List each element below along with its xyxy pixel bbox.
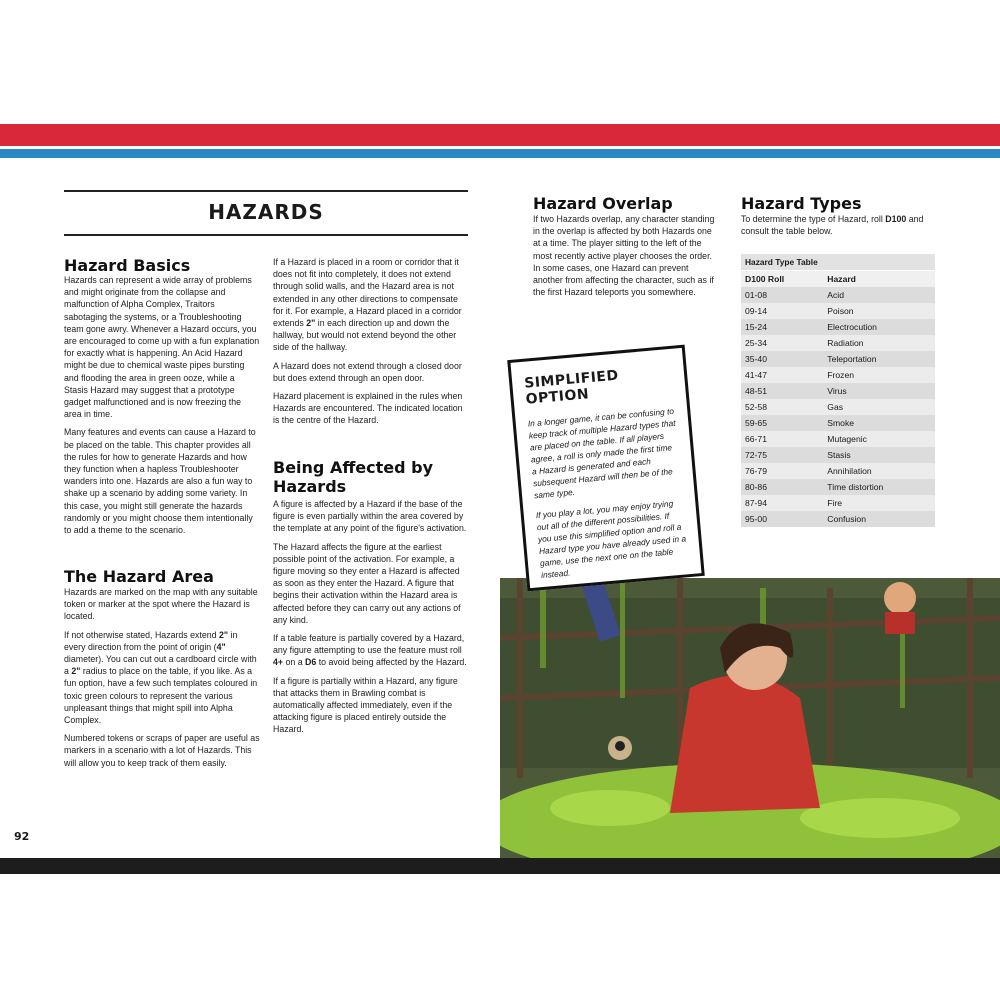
placement-body xyxy=(273,256,467,433)
paragraph: The Hazard affects the figure at the earliest possible point of the activation. For example, a figure moving so they enter a Hazard is affected as soon as they enter the Hazard. A figure that begins their activation within the Hazard area is affected before they can carry out any actions of any kind. xyxy=(273,541,461,625)
hazard-cell: Fire xyxy=(823,495,935,511)
roll-cell: 66-71 xyxy=(741,431,823,447)
table-caption: Hazard Type Table xyxy=(741,254,935,271)
table-row xyxy=(741,319,935,335)
hazard-cell: Time distortion xyxy=(823,479,935,495)
header-blue-stripe xyxy=(0,149,1000,158)
table-row xyxy=(741,335,935,351)
roll-cell: 01-08 xyxy=(741,287,823,303)
being-affected-body xyxy=(273,498,467,742)
hazard-basics-heading: Hazard Basics xyxy=(64,256,191,275)
table-row xyxy=(741,399,935,415)
roll-cell: 15-24 xyxy=(741,319,823,335)
sidebar-paragraph: In a longer game, it can be confusing to keep track of multiple Hazard types that are placed on the table. If all players agree, a roll is only made the first time a Hazard is generated and each subsequent Hazard will then be of the same type. xyxy=(527,405,676,501)
simplified-option-box xyxy=(507,345,705,592)
title-bottom-rule xyxy=(64,234,468,236)
sidebar-paragraph: If you play a lot, you may enjoy trying out all of the different possibilities. If you use this simplified option and roll a Hazard type you have already used in a game, use the next one on the table instead. xyxy=(535,498,687,581)
roll-cell: 41-47 xyxy=(741,367,823,383)
hazard-cell: Virus xyxy=(823,383,935,399)
table-row xyxy=(741,383,935,399)
roll-cell: 09-14 xyxy=(741,303,823,319)
title-top-rule xyxy=(64,190,468,192)
hazard-cell: Teleportation xyxy=(823,351,935,367)
hazard-cell: Poison xyxy=(823,303,935,319)
ooze-illustration xyxy=(500,578,1000,858)
hazard-cell: Gas xyxy=(823,399,935,415)
table-row xyxy=(741,511,935,527)
roll-cell: 76-79 xyxy=(741,463,823,479)
roll-cell: 59-65 xyxy=(741,415,823,431)
paragraph: Hazards are marked on the map with any suitable token or marker at the spot where the Hazard is located. xyxy=(64,587,258,622)
paragraph: Hazards can represent a wide array of problems and might originate from the collapse and malfunction of Alpha Complex, Traitors sabotaging the systems, or a Troubleshooting team gone awry. Whenever a Hazard occurs, you are encouraged to come up with a fun explanation for exactly what is happening. An Acid Hazard might be due to chemical waste pipes bursting and flooding the area in green ooze, while a Stasis Hazard may suggest that a prototype gadget malfunctioned and is now freezing the area in time. xyxy=(64,275,260,420)
paragraph: A figure is affected by a Hazard if the base of the figure is even partially within the area covered by the template at any point of the figure's activation. xyxy=(273,499,467,534)
illustration-art xyxy=(500,578,1000,858)
hazard-cell: Electrocution xyxy=(823,319,935,335)
column-header-hazard: Hazard xyxy=(823,271,935,287)
being-affected-heading: Being Affected by Hazards xyxy=(273,458,434,496)
column-header-roll: D100 Roll xyxy=(741,271,823,287)
table-header-row xyxy=(741,271,935,287)
table-row xyxy=(741,287,935,303)
footer-bar xyxy=(0,858,1000,874)
roll-cell: 48-51 xyxy=(741,383,823,399)
roll-cell: 52-58 xyxy=(741,399,823,415)
hazard-basics-body xyxy=(64,274,260,542)
paragraph: If a Hazard is placed in a room or corridor that it does not fit into completely, it does not extend through solid walls, and the Hazard area is not extended in any other directions to compensate for it. For example, a Hazard placed in a corridor extends 2" in each direction up and down the hallway, but would not extend beyond the other side of the hallway. xyxy=(273,257,462,353)
hazard-cell: Confusion xyxy=(823,511,935,527)
table-body xyxy=(741,287,935,527)
hazard-type-table xyxy=(741,254,935,527)
paragraph: If a table feature is partially covered by a Hazard, any figure attempting to use the feature must roll 4+ on a D6 to avoid being affected by the Hazard. xyxy=(273,633,467,668)
paragraph: Hazard placement is explained in the rules when Hazards are encountered. The indicated location is the centre of the Hazard. xyxy=(273,391,463,426)
table-row xyxy=(741,495,935,511)
page-number: 92 xyxy=(14,830,30,843)
chapter-title: HAZARDS xyxy=(208,200,324,224)
paragraph: If not otherwise stated, Hazards extend 2" in every direction from the point of origin (4" diameter). You can cut out a cardboard circle with a 2" radius to place on the table, if you like. As a fun option, have a few such templates coloured in toxic green colours to represent the various unpleasant things that might spill into Alpha Complex. xyxy=(64,629,258,726)
paragraph: If two Hazards overlap, any character standing in the overlap is affected by both Hazards one at a time. The player sitting to the left of the most recently active player chooses the order. In some cases, one Hazard can prevent another from affecting the character, such as if the first Hazard teleports you somewhere. xyxy=(533,214,715,298)
hazard-cell: Frozen xyxy=(823,367,935,383)
table-row xyxy=(741,479,935,495)
table-row xyxy=(741,303,935,319)
table-row xyxy=(741,447,935,463)
hazard-cell: Mutagenic xyxy=(823,431,935,447)
hazard-types-intro xyxy=(741,213,935,243)
hazard-area-heading: The Hazard Area xyxy=(64,567,214,586)
roll-cell: 35-40 xyxy=(741,351,823,367)
paragraph: If a figure is partially within a Hazard, any figure that attacks them in Brawling combat is automatically affected immediately, even if the attacking figure is placed entirely outside the Hazard. xyxy=(273,675,458,735)
roll-cell: 25-34 xyxy=(741,335,823,351)
roll-cell: 95-00 xyxy=(741,511,823,527)
paragraph: A Hazard does not extend through a closed door but does extend through an open door. xyxy=(273,360,462,383)
table-row xyxy=(741,415,935,431)
roll-cell: 87-94 xyxy=(741,495,823,511)
header-red-stripe xyxy=(0,124,1000,146)
hazard-area-body xyxy=(64,586,260,775)
hazard-cell: Radiation xyxy=(823,335,935,351)
paragraph: Many features and events can cause a Hazard to be placed on the table. This chapter provides all the rules for how to generate Hazards and how they function when a hapless Troubleshooter wanders into one. Hazards are also a fun way to shake up a scenario by adding some variety. In this case, you might still generate the hazards randomly or you might choose them intentionally to add a theme to the scenario. xyxy=(64,427,256,536)
hazard-cell: Acid xyxy=(823,287,935,303)
paragraph: To determine the type of Hazard, roll D100 and consult the table below. xyxy=(741,214,924,237)
roll-cell: 80-86 xyxy=(741,479,823,495)
hazard-types-heading: Hazard Types xyxy=(741,194,862,213)
table-row xyxy=(741,463,935,479)
roll-cell: 72-75 xyxy=(741,447,823,463)
hazard-cell: Annihilation xyxy=(823,463,935,479)
table-row xyxy=(741,367,935,383)
hazard-cell: Smoke xyxy=(823,415,935,431)
table-row xyxy=(741,431,935,447)
table-row xyxy=(741,351,935,367)
sidebar-title: SIMPLIFIED OPTION xyxy=(523,367,620,408)
paragraph: Numbered tokens or scraps of paper are useful as markers in a scenario with a lot of Hazards. This will allow you to keep track of them easily. xyxy=(64,733,260,768)
hazard-overlap-body xyxy=(533,213,719,304)
hazard-overlap-heading: Hazard Overlap xyxy=(533,194,673,213)
hazard-cell: Stasis xyxy=(823,447,935,463)
